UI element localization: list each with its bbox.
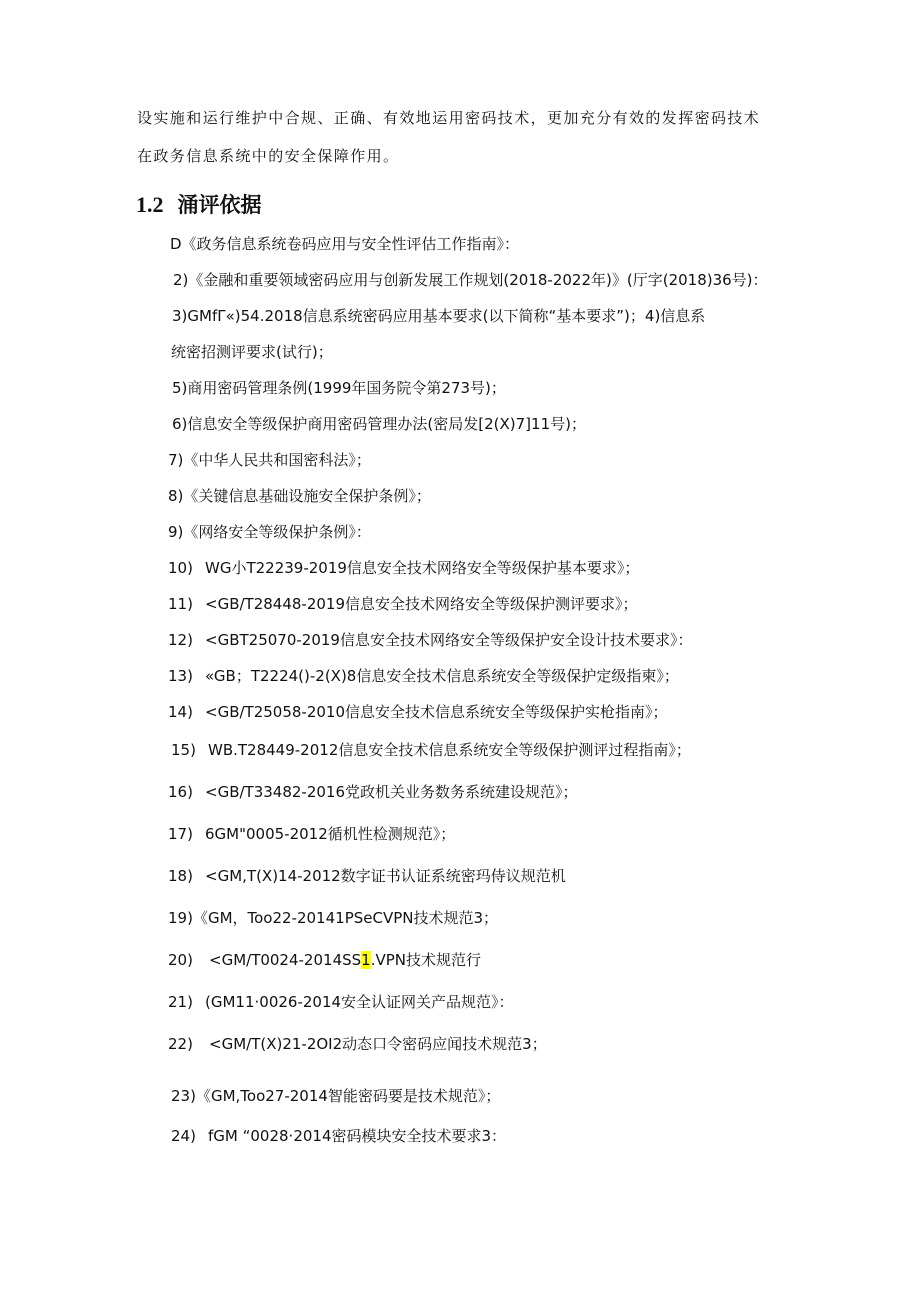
item-text: 6GM"0005-2012循机性检测规范》； xyxy=(205,825,456,843)
list-item xyxy=(171,1126,506,1146)
item-number: 13) xyxy=(168,667,193,685)
item-number: 14) xyxy=(168,703,193,721)
item-text: «GB；T2224()-2(X)8信息安全技术信息系统安全等级保护定级指柬》； xyxy=(205,667,679,685)
item-number: 18) xyxy=(168,867,193,885)
list-item: 8)《关键信息基础设施安全保护条例》； xyxy=(168,487,431,505)
item-text: <GM/T(X)21-2OI2动态口令密码应闻技术规范3； xyxy=(209,1035,547,1053)
item-number: 11) xyxy=(168,595,193,613)
list-item xyxy=(168,702,668,722)
item-text: <GM/T0024-2014SS xyxy=(209,951,362,969)
intro-line-2: 在政务信息系统中的安全保障作用。 xyxy=(137,147,400,165)
list-item xyxy=(168,866,566,886)
item-number: 20) xyxy=(168,951,193,969)
list-item: 9)《网络安全等级保护条例》： xyxy=(168,523,371,541)
list-item xyxy=(171,740,691,760)
item-text: <GB/T28448-2019信息安全技术网络安全等级保护测评要求》； xyxy=(205,595,638,613)
item-text: (GM11·0026-2014安全认证网关产品规范》： xyxy=(205,993,514,1011)
item-text: <GBT25070-2019信息安全技术网络安全等级保护安全设计技术要求》： xyxy=(205,631,693,649)
list-item: D《政务信息系统卷码应用与安全性评估工作指南》： xyxy=(170,235,520,253)
list-item xyxy=(168,950,481,970)
highlighted-text: 1 xyxy=(361,951,371,969)
item-text: WG小T22239-2019信息安全技术网络安全等级保护基本要求》； xyxy=(205,559,640,577)
section-title: 涌评依据 xyxy=(177,193,262,217)
section-heading xyxy=(136,192,262,218)
item-text: WB.T28449-2012信息安全技术信息系统安全等级保护测评过程指南》； xyxy=(208,741,691,759)
item-text: <GM,T(X)14-2012数字证书认证系统密玛侍议规范机 xyxy=(205,867,566,885)
list-item xyxy=(168,824,455,844)
list-item xyxy=(168,594,638,614)
list-item: 2)《金融和重要领域密码应用与创新发展工作规划(2018-2022年)》(厅字(2018)36号)： xyxy=(173,271,768,289)
list-item xyxy=(168,630,692,650)
item-text: .VPN技术规范行 xyxy=(370,951,481,969)
item-number: 22) xyxy=(168,1035,193,1053)
list-item: 5)商用密码管理条例(1999年国务院令第273号)； xyxy=(172,379,506,397)
item-number: 15) xyxy=(171,741,196,759)
item-number: 24) xyxy=(171,1127,196,1145)
item-number: 17) xyxy=(168,825,193,843)
list-item: 3)GMfΓ«)54.2018信息系统密码应用基本要求(以下简称“基本要求”)；4)信息系 xyxy=(172,307,706,325)
list-item: 7)《中华人民共和国密科法》； xyxy=(168,451,371,469)
item-text: fGM “0028·2014密码模块安全技术要求3： xyxy=(208,1127,507,1145)
item-number: 21) xyxy=(168,993,193,1011)
list-item xyxy=(168,782,578,802)
list-item xyxy=(168,666,679,686)
list-item xyxy=(168,558,639,578)
list-item: 23)《GM,Too27-2014智能密码要是技术规范》； xyxy=(171,1087,501,1105)
list-item: 6)信息安全等级保护商用密码管理办法(密局发[2(X)7]11号)； xyxy=(172,415,586,433)
item-text: <GB/T25058-2010信息安全技术信息系统安全等级保护实枪指南》； xyxy=(205,703,668,721)
list-item xyxy=(168,992,514,1012)
item-number: 12) xyxy=(168,631,193,649)
list-item: 19)《GM，Too22-20141PSeCVPN技术规范3； xyxy=(168,909,499,927)
intro-line-1: 设实施和运行维护中合规、正确、有效地运用密码技术，更加充分有效的发挥密码技术 xyxy=(137,109,761,127)
list-item xyxy=(168,1034,547,1054)
item-number: 16) xyxy=(168,783,193,801)
item-text: <GB/T33482-2016党政机关业务数务系统建设规范》； xyxy=(205,783,578,801)
item-number: 10) xyxy=(168,559,193,577)
list-item: 统密招测评要求(试行)； xyxy=(171,343,333,361)
section-number: 1.2 xyxy=(136,192,164,217)
